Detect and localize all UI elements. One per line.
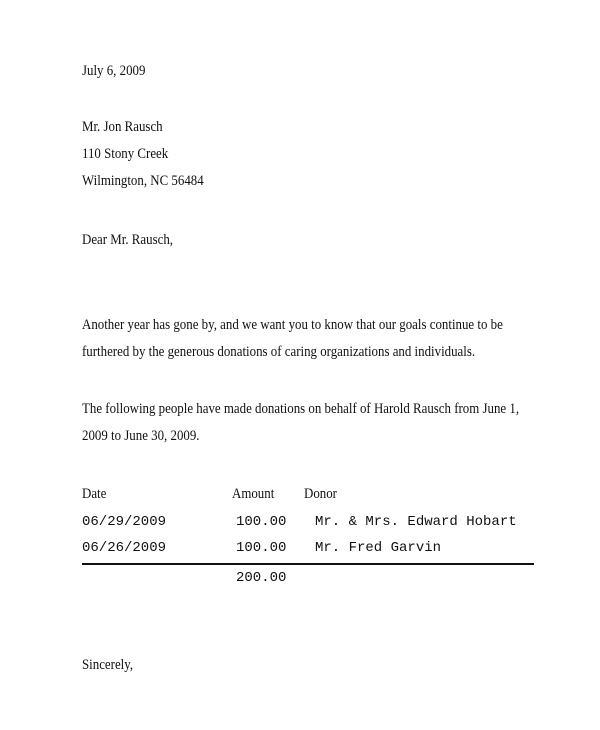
recipient-city-line: Wilmington, NC 56484 <box>82 173 204 189</box>
table-divider <box>82 563 534 565</box>
row-date: 06/29/2009 <box>82 514 167 530</box>
body-paragraph-2: The following people have made donations on behalf of Harold Rausch from June 1, 2009 to June 30, 2009. <box>82 401 520 444</box>
recipient-street: 110 Stony Creek <box>82 146 169 162</box>
row-date: 06/26/2009 <box>82 540 167 556</box>
body-paragraph-1: Another year has gone by, and we want you to know that our goals continue to be furthered by the generous donations of caring organizations and individuals. <box>82 317 503 360</box>
salutation: Dear Mr. Rausch, <box>82 232 173 248</box>
row-donor: Mr. & Mrs. Edward Hobart <box>315 514 517 530</box>
table-header-date: Date <box>82 486 107 502</box>
row-amount: 100.00 <box>236 514 287 530</box>
table-header-amount: Amount <box>232 486 275 502</box>
recipient-name: Mr. Jon Rausch <box>82 119 163 135</box>
row-donor: Mr. Fred Garvin <box>315 540 442 556</box>
closing: Sincerely, <box>82 657 134 673</box>
row-amount: 100.00 <box>236 540 287 556</box>
table-total: 200.00 <box>236 570 287 586</box>
table-header-donor: Donor <box>304 486 337 502</box>
letter-date: July 6, 2009 <box>82 63 146 79</box>
